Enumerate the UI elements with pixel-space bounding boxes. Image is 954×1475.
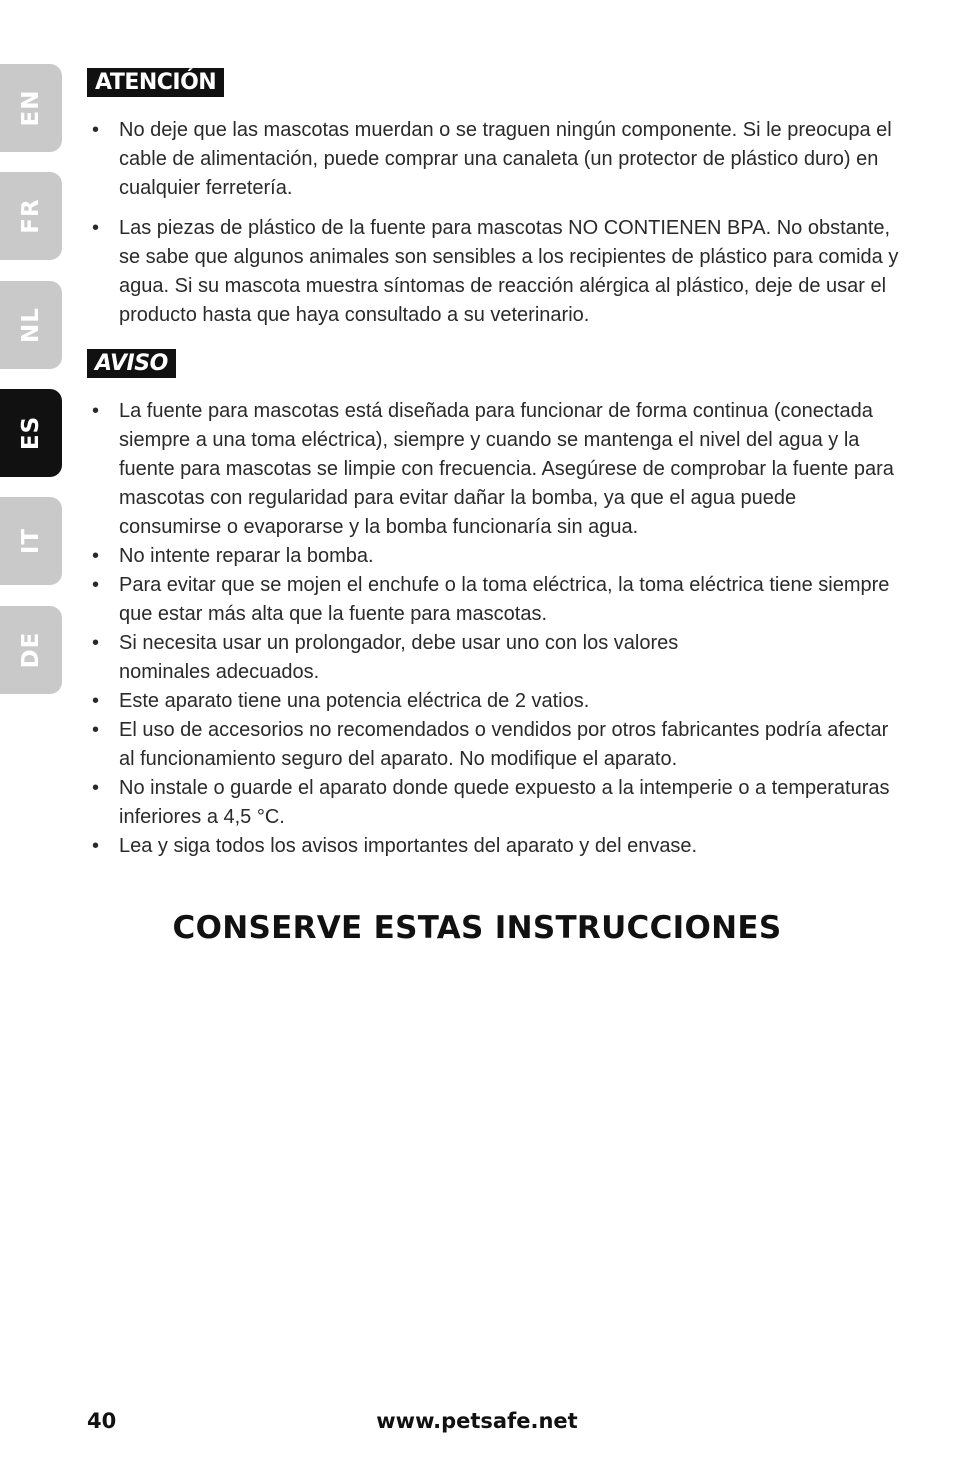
list-item: • La fuente para mascotas está diseñada para funcionar de forma continua (conectada siempre a una toma eléctrica), siempre y cuando se mantenga el nivel del agua y la fuente para mascotas se limpie con frecuencia. Asegúrese de comprobar la fuente para mascotas con regularidad para evitar dañar la bomba, ya que el agua puede consumirse o evaporarse y la bomba funcionaría sin agua. — [92, 397, 902, 542]
attention-heading: ATENCIÓN — [87, 68, 224, 97]
closing-title: CONSERVE ESTAS INSTRUCCIONES — [172, 910, 782, 946]
tab-fr-label: FR — [18, 198, 44, 234]
attention-list — [92, 116, 902, 341]
list-item: • Las piezas de plástico de la fuente para mascotas NO CONTIENEN BPA. No obstante, se sabe que algunos animales son sensibles a los recipientes de plástico para comida y agua. Si su mascota muestra síntomas de reacción alérgica al plástico, deje de usar el producto hasta que haya consultado a su veterinario. — [92, 214, 902, 330]
list-item: • Para evitar que se mojen el enchufe o la toma eléctrica, la toma eléctrica tiene siempre que estar más alta que la fuente para mascotas. — [92, 571, 902, 629]
tab-nl-label: NL — [18, 307, 44, 343]
tab-en[interactable] — [0, 64, 62, 152]
list-item: • No deje que las mascotas muerdan o se traguen ningún componente. Si le preocupa el cable de alimentación, puede comprar una canaleta (un protector de plástico duro) en cualquier ferretería. — [92, 116, 902, 203]
website-link[interactable]: www.petsafe.net — [376, 1409, 578, 1433]
list-item: • No intente reparar la bomba. — [92, 542, 902, 571]
tab-de-label: DE — [18, 631, 44, 669]
tab-de[interactable] — [0, 606, 62, 694]
notice-list — [92, 397, 902, 861]
tab-fr[interactable] — [0, 172, 62, 260]
list-item: • No instale o guarde el aparato donde quede expuesto a la intemperie o a temperaturas inferiores a 4,5 °C. — [92, 774, 902, 832]
list-item: • Si necesita usar un prolongador, debe usar uno con los valores nominales adecuados. — [92, 629, 902, 687]
tab-nl[interactable] — [0, 281, 62, 369]
tab-it[interactable] — [0, 497, 62, 585]
tab-es-label: ES — [18, 415, 44, 451]
tab-en-label: EN — [18, 89, 44, 127]
page-number: 40 — [87, 1409, 117, 1433]
list-item: • Este aparato tiene una potencia eléctrica de 2 vatios. — [92, 687, 902, 716]
notice-heading: AVISO — [87, 349, 176, 378]
list-item: • El uso de accesorios no recomendados o vendidos por otros fabricantes podría afectar al funcionamiento seguro del aparato. No modifique el aparato. — [92, 716, 902, 774]
tab-it-label: IT — [18, 527, 44, 555]
list-item: • Lea y siga todos los avisos importantes del aparato y del envase. — [92, 832, 902, 861]
tab-es[interactable] — [0, 389, 62, 477]
